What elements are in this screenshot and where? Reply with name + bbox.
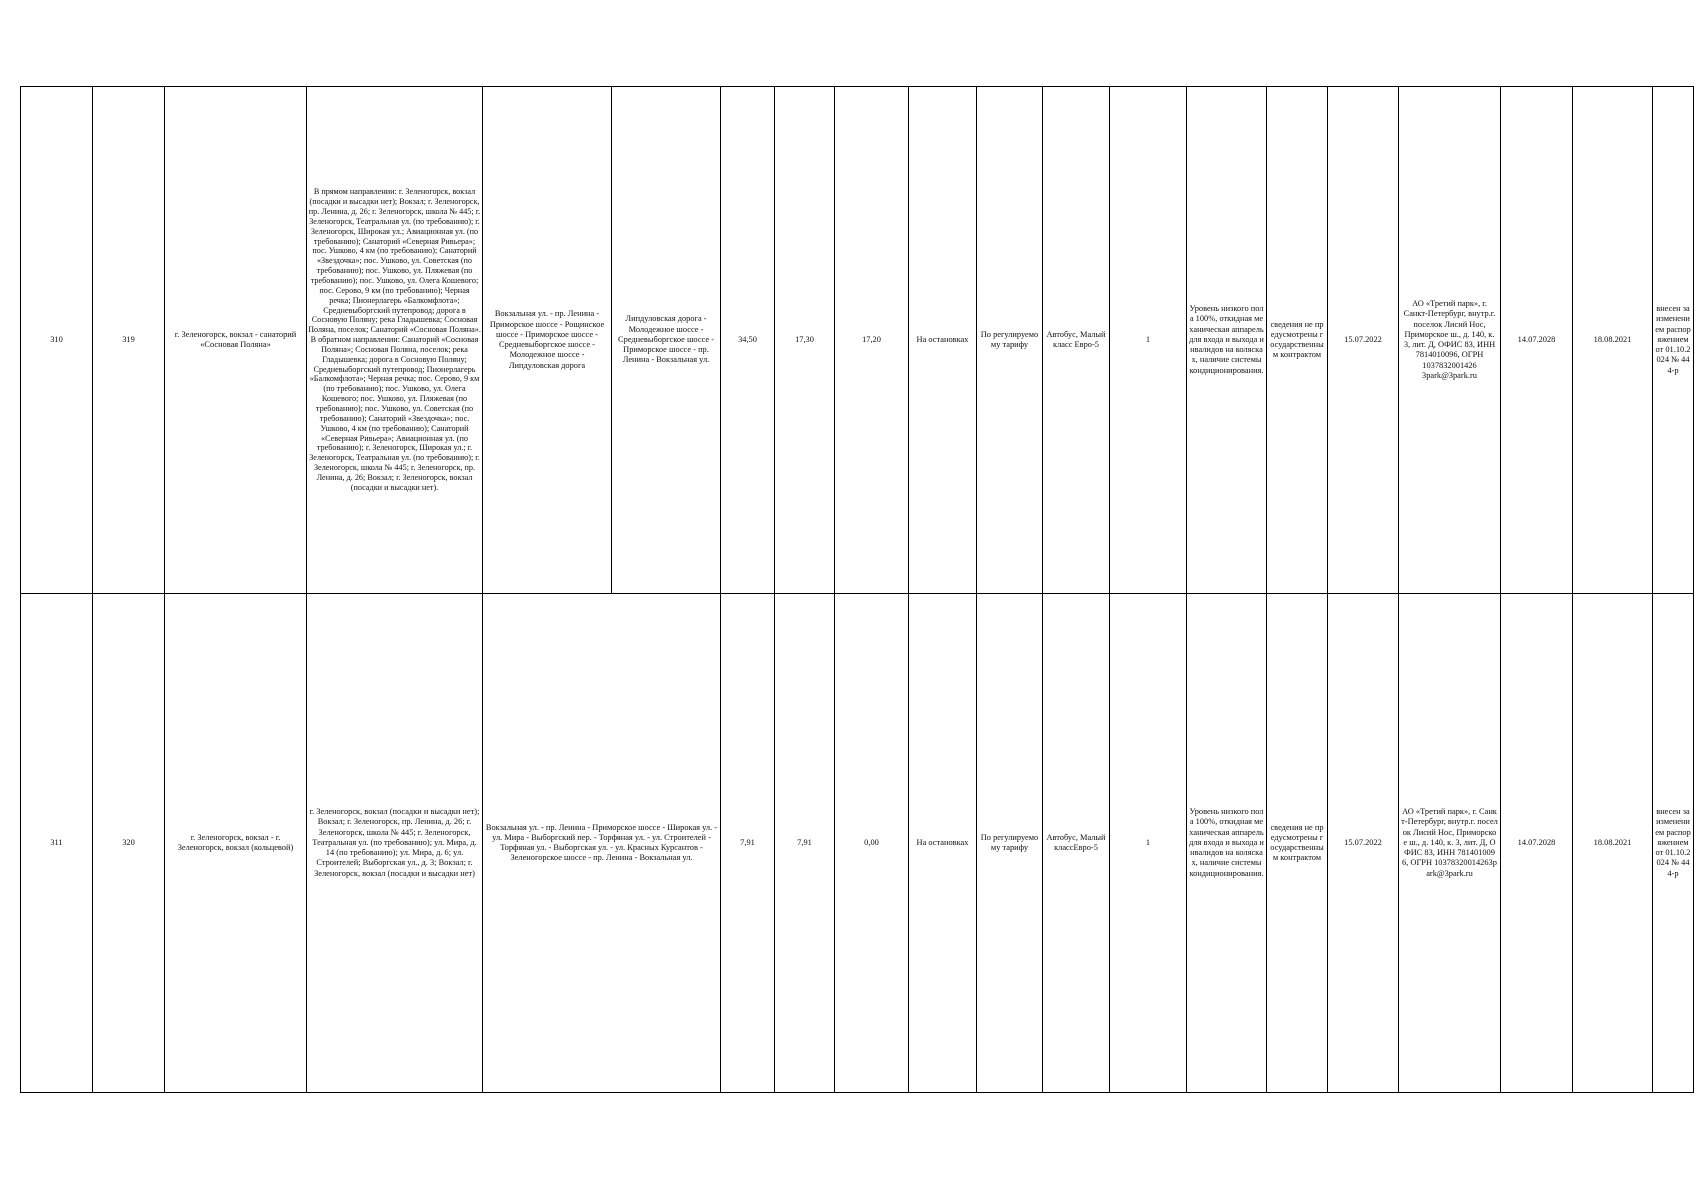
cell-length-back: 0,00 bbox=[835, 594, 909, 1093]
routes-table bbox=[20, 86, 1694, 1093]
cell-date-start: 15.07.2022 bbox=[1328, 594, 1399, 1093]
cell-note: внесен за изменением распоряжением от 01.10.2024 № 444-р bbox=[1653, 87, 1694, 594]
cell-route-name: г. Зеленогорск, вокзал - санаторий «Сосновая Поляна» bbox=[165, 87, 307, 594]
cell-vehicle-count: 1 bbox=[1110, 87, 1187, 594]
cell-length-forward: 17,30 bbox=[775, 87, 835, 594]
table-row bbox=[21, 594, 1694, 1093]
cell-vehicle-count: 1 bbox=[1110, 594, 1187, 1093]
cell-date-registration: 18.08.2021 bbox=[1573, 87, 1653, 594]
cell-stop-order: На остановках bbox=[909, 594, 977, 1093]
cell-vehicle: Автобус, Малый классЕвро-5 bbox=[1043, 594, 1110, 1093]
cell-number: 310 bbox=[21, 87, 93, 594]
cell-stop-order: На остановках bbox=[909, 87, 977, 594]
cell-streets-forward: Вокзальная ул. - пр. Ленина - Приморское шоссе - Рощинское шоссе - Приморское шоссе - Средневыборгское шоссе - Молодежное шоссе - Липдуловская дорога bbox=[483, 87, 612, 594]
cell-date-end: 14.07.2028 bbox=[1501, 87, 1573, 594]
cell-length-total: 7,91 bbox=[721, 594, 775, 1093]
cell-date-registration: 18.08.2021 bbox=[1573, 594, 1653, 1093]
cell-contract: сведения не предусмотрены государственным контрактом bbox=[1267, 594, 1328, 1093]
cell-length-total: 34,50 bbox=[721, 87, 775, 594]
cell-stops: г. Зеленогорск, вокзал (посадки и высадки нет); Вокзал; г. Зеленогорск, пр. Ленина, д. 26; г. Зеленогорск, школа № 445; г. Зеленогорск, Театральная ул. (по требованию); ул. Мира, д. 14 (по требованию); ул. Мира, д. 6; ул. Строителей; Выборгская ул., д. 3; Вокзал; г. Зеленогорск, вокзал (посадки и высадки нет) bbox=[307, 594, 483, 1093]
cell-vehicle: Автобус, Малый класс Евро-5 bbox=[1043, 87, 1110, 594]
cell-tariff: По регулируемому тарифу bbox=[977, 87, 1043, 594]
cell-carrier: АО «Третий парк», г. Санкт-Петербург, внутр.г. поселок Лисий Нос, Приморское ш., д. 140, к. 3, лит. Д, ОФИС 83, ИНН 7814010096, ОГРН 1037832001426 3park@3park.ru bbox=[1399, 87, 1501, 594]
cell-reg-number: 319 bbox=[93, 87, 165, 594]
table-row bbox=[21, 87, 1694, 594]
cell-streets-back: Липдуловская дорога - Молодежное шоссе - Средневыборгское шоссе - Приморское шоссе - пр. Ленина - Вокзальная ул. bbox=[612, 87, 721, 594]
cell-date-start: 15.07.2022 bbox=[1328, 87, 1399, 594]
cell-date-end: 14.07.2028 bbox=[1501, 594, 1573, 1093]
cell-contract: сведения не предусмотрены государственным контрактом bbox=[1267, 87, 1328, 594]
cell-tariff: По регулируемому тарифу bbox=[977, 594, 1043, 1093]
cell-number: 311 bbox=[21, 594, 93, 1093]
cell-length-back: 17,20 bbox=[835, 87, 909, 594]
cell-stops: В прямом направлении: г. Зеленогорск, вокзал (посадки и высадки нет); Вокзал; г. Зеленогорск, пр. Ленина, д. 26; г. Зеленогорск, школа № 445; г. Зеленогорск, Театральная ул. (по требованию); г. Зеленогорск, Широкая ул.; Авиационная ул. (по требованию); Санаторий «Северная Ривьера»; пос. Ушково, 4 км (по требованию); Санаторий «Звездочка»; пос. Ушково, ул. Советская (по требованию); пос. Ушково, ул. Пляжевая (по требованию); пос. Ушково, ул. Олега Кошевого; пос. Серово, 9 км (по требованию); Черная речка; Пионерлагерь «Балкомфлота»; Средневыборгский путепровод; дорога в Сосновую Поляну; река Гладышевка; Сосновая Поляна, поселок; Санаторий «Сосновая Поляна». В обратном направлении: Санаторий «Сосновая Поляна»; Сосновая Поляна, поселок; река Гладышевка; дорога в Сосновую Поляну; Средневыборгский путепровод; Пионерлагерь «Балкомфлота»; Черная речка; пос. Серово, 9 км (по требованию); пос. Ушково, ул. Олега Кошевого; пос. Ушково, ул. Пляжевая (по требованию); пос. Ушково, ул. Советская (по требованию); Санаторий «Звездочка»; пос. Ушково, 4 км (по требованию); Санаторий «Северная Ривьера»; Авиационная ул. (по требованию); г. Зеленогорск, Широкая ул.; г. Зеленогорск, Театральная ул. (по требованию); г. Зеленогорск, школа № 445; г. Зеленогорск, пр. Ленина, д. 26; Вокзал; г. Зеленогорск, вокзал (посадки и высадки нет). bbox=[307, 87, 483, 594]
cell-carrier: АО «Третий парк», г. Санкт-Петербург, внутр.г. поселок Лисий Нос, Приморское ш., д. 140, к. 3, лит. Д, ОФИС 83, ИНН 7814010096, ОГРН 10378320014263park@3park.ru bbox=[1399, 594, 1501, 1093]
cell-streets: Вокзальная ул. - пр. Ленина - Приморское шоссе - Широкая ул. - ул. Мира - Выборгский пер. - Торфяная ул. - ул. Строителей - Торфяная ул. - Выборгская ул. - ул. Красных Курсантов - Зеленогорское шоссе - пр. Ленина - Вокзальная ул. bbox=[483, 594, 721, 1093]
cell-reg-number: 320 bbox=[93, 594, 165, 1093]
cell-route-name: г. Зеленогорск, вокзал - г. Зеленогорск, вокзал (кольцевой) bbox=[165, 594, 307, 1093]
cell-features: Уровень низкого пола 100%, откидная механическая аппарель для входа и выхода инвалидов на колясках, наличие системы кондиционирования. bbox=[1187, 594, 1267, 1093]
cell-features: Уровень низкого пола 100%, откидная механическая аппарель для входа и выхода инвалидов на колясках, наличие системы кондиционирования. bbox=[1187, 87, 1267, 594]
cell-length-forward: 7,91 bbox=[775, 594, 835, 1093]
cell-note: внесен за изменением распоряжением от 01.10.2024 № 444-р bbox=[1653, 594, 1694, 1093]
